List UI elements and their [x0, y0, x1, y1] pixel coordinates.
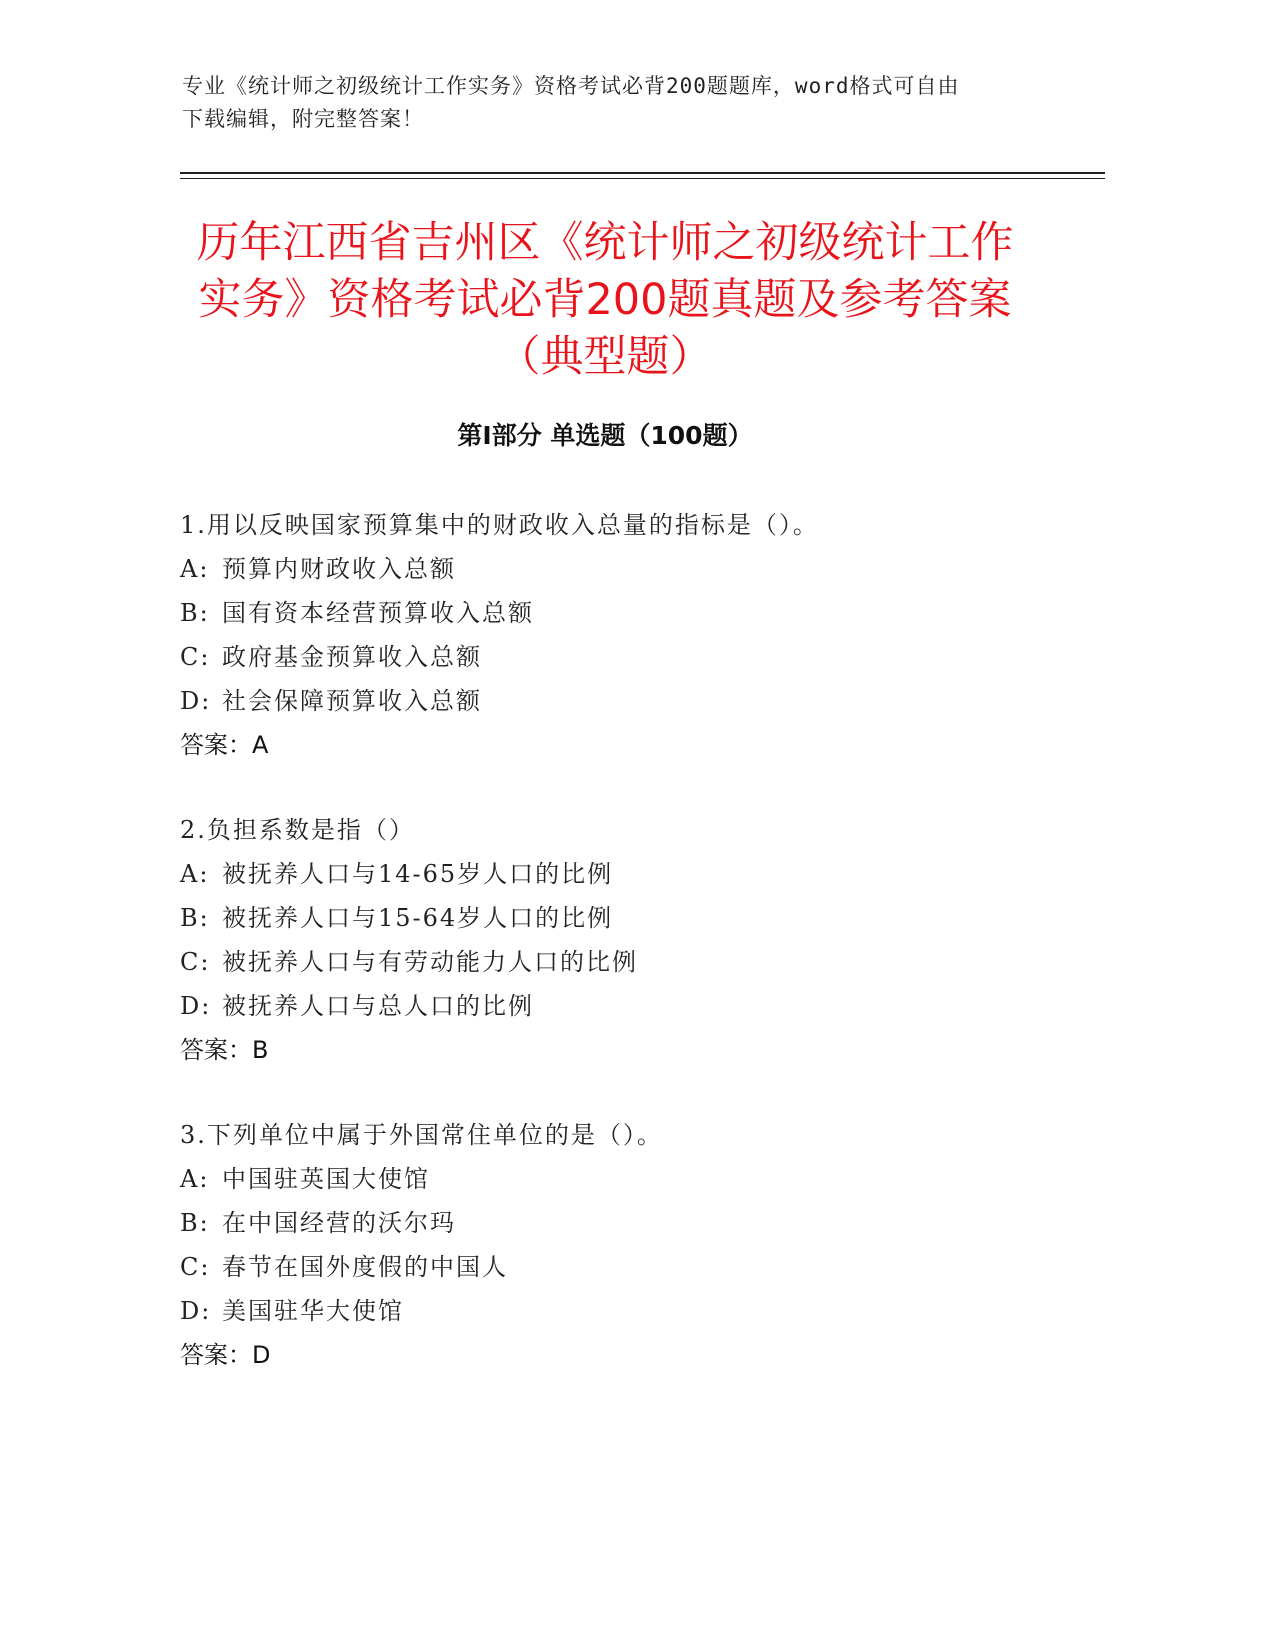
option-letter: B:: [180, 599, 210, 627]
header-divider-thick: [180, 172, 1105, 174]
option-letter: A:: [180, 555, 210, 583]
document-title-line-3: （典型题）: [497, 332, 713, 382]
question-stem: 3.下列单位中属于外国常住单位的是（）。: [180, 1121, 663, 1149]
option-letter: C:: [180, 1253, 211, 1281]
document-title-line-2: 实务》资格考试必背200题真题及参考答案: [198, 275, 1012, 325]
option-text: 社会保障预算收入总额: [222, 687, 482, 715]
option-b: [180, 1201, 1100, 1245]
document-title-line-1: 历年江西省吉州区《统计师之初级统计工作: [196, 218, 1014, 268]
option-letter: A:: [180, 1165, 210, 1193]
header-note-line-2: 下载编辑，附完整答案！: [182, 107, 424, 131]
answer: 答案：B: [180, 1036, 269, 1064]
document-title: [170, 215, 1040, 386]
option-text: 被抚养人口与14-65岁人口的比例: [222, 860, 614, 888]
option-b: [180, 591, 1100, 635]
option-letter: B:: [180, 1209, 210, 1237]
option-text: 中国驻英国大使馆: [222, 1165, 430, 1193]
option-b: [180, 896, 1100, 940]
header-note-line-1: 专业《统计师之初级统计工作实务》资格考试必背200题题库，word格式可自由: [182, 74, 960, 98]
option-letter: A:: [180, 860, 210, 888]
option-a: [180, 852, 1100, 896]
option-text: 春节在国外度假的中国人: [222, 1253, 508, 1281]
option-letter: C:: [180, 643, 211, 671]
option-c: [180, 635, 1100, 679]
option-c: [180, 940, 1100, 984]
question-2: [180, 808, 1100, 1072]
option-a: [180, 547, 1100, 591]
option-text: 预算内财政收入总额: [222, 555, 456, 583]
option-text: 被抚养人口与15-64岁人口的比例: [222, 904, 614, 932]
option-d: [180, 984, 1100, 1028]
option-a: [180, 1157, 1100, 1201]
option-letter: B:: [180, 904, 210, 932]
question-3: [180, 1113, 1100, 1377]
question-1: [180, 503, 1100, 767]
option-text: 被抚养人口与总人口的比例: [222, 992, 534, 1020]
header-note: [182, 70, 1082, 136]
option-text: 美国驻华大使馆: [222, 1297, 404, 1325]
section-title: 第Ⅰ部分 单选题（100题）: [457, 421, 753, 450]
option-d: [180, 679, 1100, 723]
option-letter: D:: [180, 687, 212, 715]
answer: 答案：A: [180, 731, 269, 759]
question-stem: 1.用以反映国家预算集中的财政收入总量的指标是（）。: [180, 511, 819, 539]
option-text: 被抚养人口与有劳动能力人口的比例: [222, 948, 638, 976]
answer: 答案：D: [180, 1341, 271, 1369]
question-stem: 2.负担系数是指（）: [180, 816, 415, 844]
option-letter: D:: [180, 1297, 212, 1325]
option-text: 国有资本经营预算收入总额: [222, 599, 534, 627]
option-letter: D:: [180, 992, 212, 1020]
option-text: 在中国经营的沃尔玛: [222, 1209, 456, 1237]
option-d: [180, 1289, 1100, 1333]
option-text: 政府基金预算收入总额: [222, 643, 482, 671]
header-divider-thin: [180, 178, 1105, 179]
option-c: [180, 1245, 1100, 1289]
option-letter: C:: [180, 948, 211, 976]
